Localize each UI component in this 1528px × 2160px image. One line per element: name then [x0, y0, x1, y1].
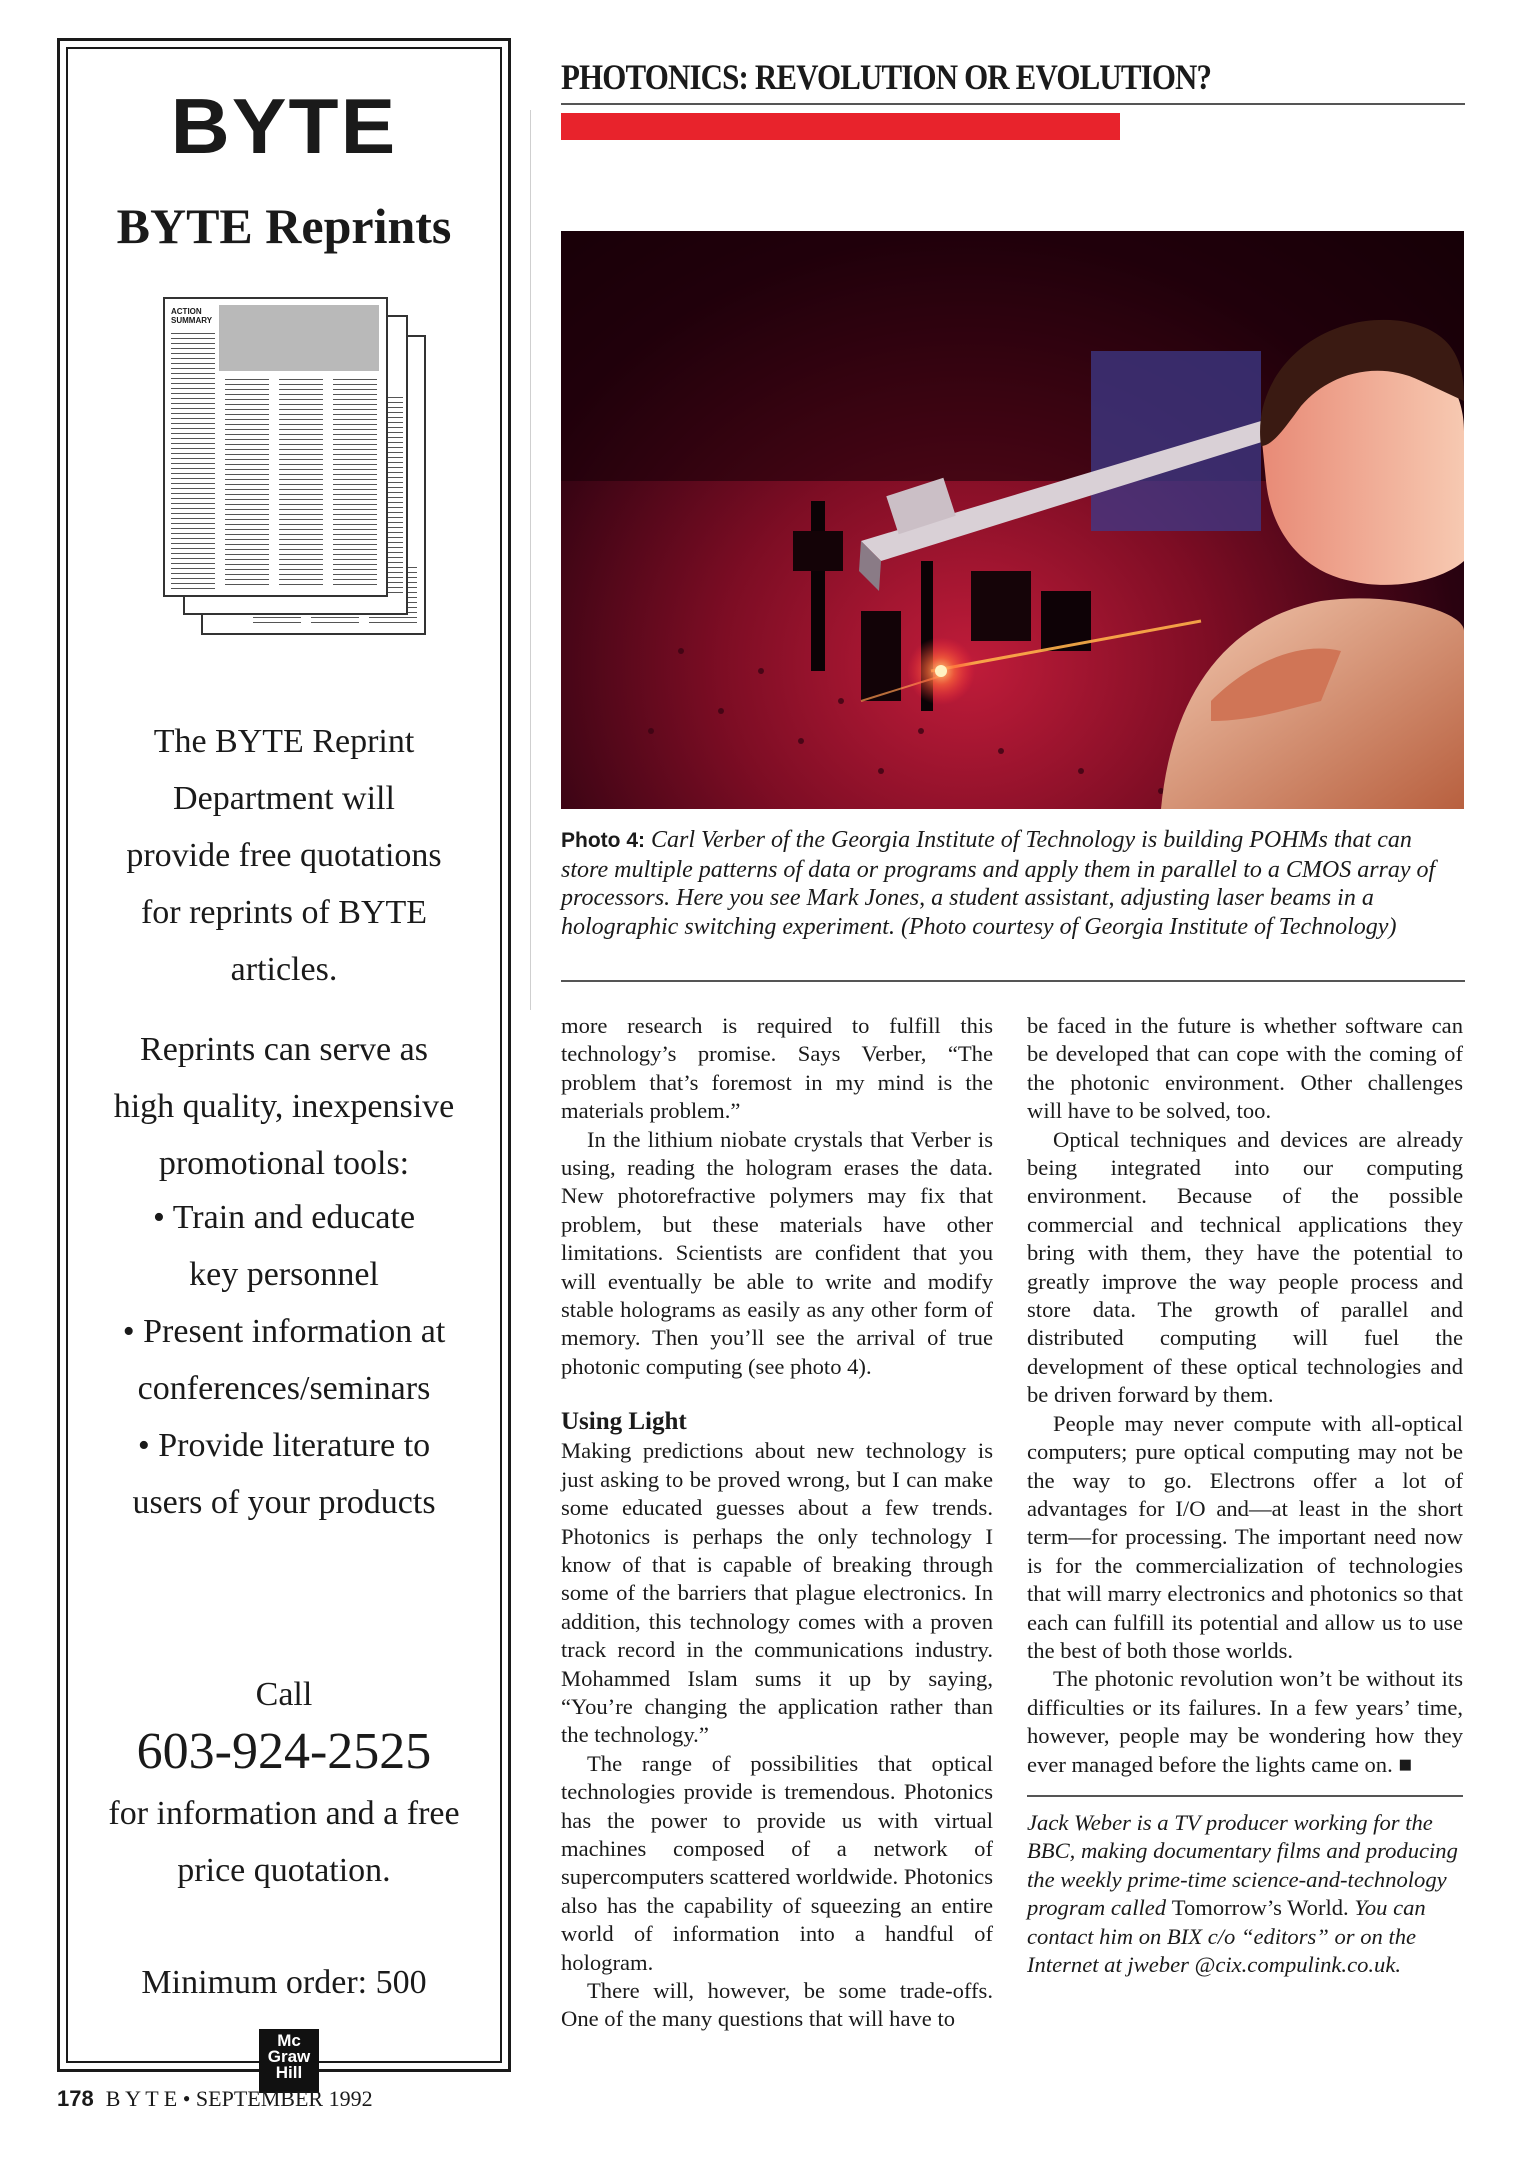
- paragraph: People may never compute with all-optical computers; pure optical computing may not be the way to go. Electrons offer a lot of advantages for I/O and—at least in the short term—for processing. The important need now is for the commercialization of technologies that will marry electronics and photonics so that each can fulfill its potential and allow us to use the best of both those worlds.: [1027, 1410, 1463, 1663]
- column-divider: [530, 110, 531, 1010]
- paragraph: In the lithium niobate crystals that Verber is using, reading the hologram erases the data. New photorefractive polymers may fix that problem, but these materials have other limitations. Scientists are confident that you will eventually be able to write and modify stable holograms as easily as any other form of memory. Then you’ll see the arrival of true photonic computing (see photo 4).: [561, 1126, 993, 1379]
- mcgraw-hill-logo: Mc Graw Hill: [259, 2029, 319, 2093]
- ad-info-line: price quotation.: [177, 1852, 391, 1889]
- caption-label: Photo 4:: [561, 829, 645, 852]
- ad-body-line: articles.: [230, 951, 338, 988]
- ad-bullet-line: users of your products: [132, 1484, 436, 1521]
- ad-bullet-line: • Train and educate: [152, 1199, 416, 1236]
- caption-rule: [561, 980, 1465, 982]
- ad-body-text: [68, 713, 500, 998]
- bio-text: Jack Weber is a TV producer working for the BBC, making documentary films and producing the weekly prime-time science-and-technology program called: [1027, 1809, 1458, 1921]
- title-rule: [561, 103, 1465, 105]
- title-accent-bar: [561, 113, 1120, 140]
- photo-caption: [561, 826, 1464, 941]
- ad-body-line: Department will: [173, 780, 395, 817]
- ad-bullet-line: key personnel: [189, 1256, 379, 1293]
- author-bio: [1027, 1809, 1463, 1979]
- ad-bullet-line: • Present information at: [122, 1313, 446, 1350]
- ad-phone-number: 603-924-2525: [136, 1723, 432, 1780]
- lab-photo: [561, 231, 1464, 809]
- ad-info: [68, 1785, 500, 1899]
- ad-body-line: The BYTE Reprint: [153, 723, 415, 760]
- byte-logo: BYTE: [170, 82, 398, 170]
- ad-body-line: for reprints of BYTE: [140, 894, 428, 931]
- page-footer: [57, 2086, 373, 2112]
- ad-bullet-line: • Provide literature to: [137, 1427, 431, 1464]
- reprint-sample-pages: [163, 297, 431, 645]
- page-number: 178: [57, 2086, 94, 2111]
- ad-minimum-order: Minimum order: 500: [141, 1964, 427, 2001]
- paragraph: The range of possibilities that optical technologies provide is tremendous. Photonics has the power to provide us with virtual machines composed of a network of supercomputers scattered worldwide. Photonics also has the capability of squeezing an entire world of information into a handful of hologram.: [561, 1750, 993, 1975]
- section-heading: Using Light: [561, 1408, 687, 1436]
- footer-publication: B Y T E • SEPTEMBER 1992: [105, 2086, 373, 2111]
- ad-body-line: provide free quotations: [126, 837, 442, 874]
- caption-text: Carl Verber of the Georgia Institute of Technology is building POHMs that can store multiple patterns of data or programs and apply them in parallel to a CMOS array of processors. Here you see Mark Jones, a student assistant, adjusting laser beams in a holographic switching experiment. (Photo courtesy of Georgia Institute of Technology): [561, 827, 1436, 940]
- ad-body-line: promotional tools:: [158, 1145, 410, 1182]
- paragraph: be faced in the future is whether software can be developed that can cope with the coming of the photonic environment. Other challenges will have to be solved, too.: [1027, 1013, 1463, 1124]
- ad-inner-border: [66, 47, 502, 2082]
- ad-body-line: Reprints can serve as: [140, 1031, 428, 1068]
- sample-photo: [219, 305, 379, 371]
- ad-body-line: high quality, inexpensive: [113, 1088, 455, 1125]
- sample-page-1: [163, 297, 388, 597]
- bio-rule: [1027, 1795, 1463, 1797]
- sample-heading: ACTION SUMMARY: [171, 307, 213, 325]
- paragraph: Making predictions about new technology is just asking to be proved wrong, but I can make some educated guesses about a few trends. Photonics is perhaps the only technology I know of that is capable of breaking through some of the barriers that plague electronics. In addition, this technology comes with a proven track record in the communications industry. Mohammed Islam sums it up by saying, “You’re changing the application rather than the technology.”: [561, 1438, 993, 1748]
- ad-bullet-line: conferences/seminars: [137, 1370, 431, 1407]
- ad-call: Call: [255, 1676, 313, 1713]
- ad-body-text-2: [68, 1021, 500, 1192]
- ad-title: BYTE Reprints: [116, 198, 452, 254]
- paragraph: There will, however, be some trade-offs. One of the many questions that will have to: [561, 1978, 993, 2032]
- article-column-2: [1027, 1012, 1463, 1979]
- paragraph: Optical techniques and devices are already being integrated into our computing environment. Because of the possible commercial and technical applications they bring with them, they have the potential to greatly improve the way people process and store data. The growth of parallel and distributed computing will fuel the development of these optical technologies and be driven forward by them.: [1027, 1126, 1463, 1408]
- bio-text: You can contact him on BIX c/o “editors” or on the Internet at jweber @cix.compulink.co.uk.: [1027, 1895, 1426, 1977]
- article-title: PHOTONICS: REVOLUTION OR EVOLUTION?: [561, 57, 1212, 97]
- ad-info-line: for information and a free: [108, 1795, 460, 1832]
- bio-program-name: Tomorrow’s World.: [1171, 1895, 1349, 1921]
- lab-photo-illustration: [561, 231, 1464, 809]
- article-column-1: [561, 1012, 993, 2034]
- ad-bullet-list: [68, 1189, 500, 1531]
- reprints-ad: [57, 38, 511, 2082]
- paragraph: more research is required to fulfill this technology’s promise. Says Verber, “The problem that’s foremost in my mind is the materials problem.”: [561, 1013, 993, 1124]
- paragraph: The photonic revolution won’t be without its difficulties or its failures. In a few years’ time, however, people may be wondering how they ever managed before the lights came on. ■: [1027, 1666, 1463, 1777]
